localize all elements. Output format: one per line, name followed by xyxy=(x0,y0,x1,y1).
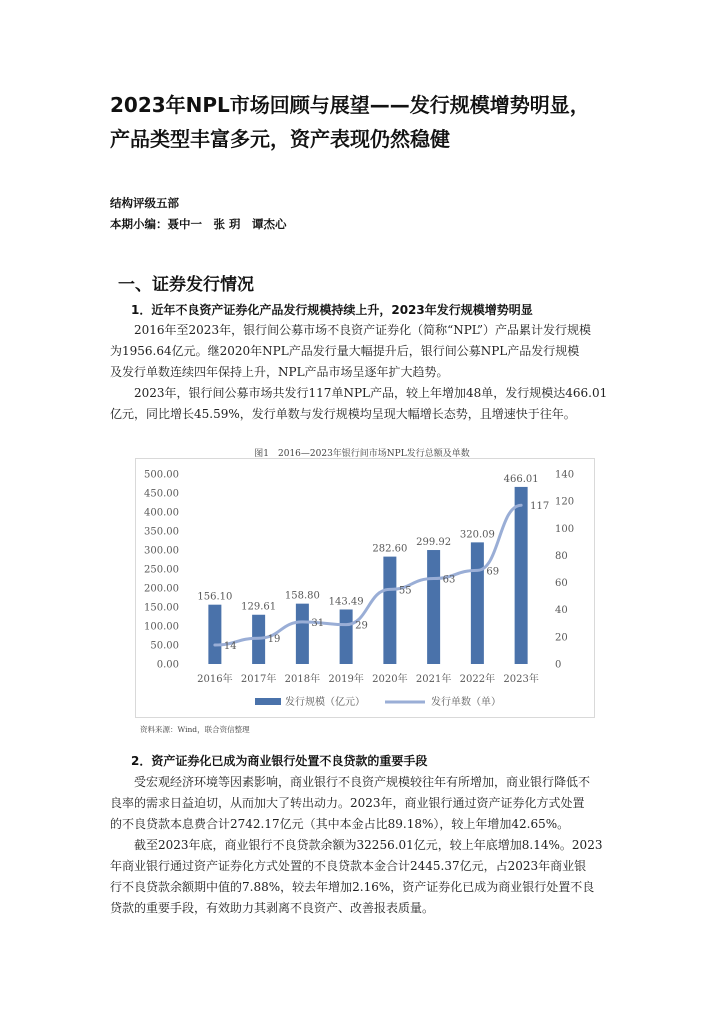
x-tick-label: 2018年 xyxy=(284,674,321,685)
x-tick-label: 2019年 xyxy=(328,674,364,685)
bar-value-label: 282.60 xyxy=(372,543,408,555)
bar-value-label: 158.80 xyxy=(284,590,320,602)
subheading-1: 1．近年不良资产证券化产品发行规模持续上升，2023年发行规模增势明显 xyxy=(131,303,533,317)
bar-value-label: 299.92 xyxy=(416,537,452,549)
bar-issue-amount xyxy=(296,604,309,664)
bar-value-label: 466.01 xyxy=(503,473,539,485)
bar-issue-amount xyxy=(383,557,396,664)
bar-value-label: 156.10 xyxy=(197,591,233,603)
y-right-tick-label: 140 xyxy=(555,469,575,481)
y-left-tick-label: 200.00 xyxy=(144,583,179,595)
legend-label-line: 发行单数（单） xyxy=(431,697,501,708)
y-left-tick-label: 500.00 xyxy=(144,469,179,481)
y-left-tick-label: 300.00 xyxy=(144,545,179,557)
paragraph-line: 2023年，银行间公募市场共发行117单NPL产品，较上年增加48单，发行规模达466.01 xyxy=(134,386,608,400)
y-right-tick-label: 60 xyxy=(555,578,568,590)
title-line-2: 产品类型丰富多元，资产表现仍然稳健 xyxy=(110,127,450,151)
bar-issue-amount xyxy=(515,487,528,664)
x-tick-label: 2023年 xyxy=(503,674,539,685)
bar-issue-amount xyxy=(340,609,353,664)
x-tick-label: 2016年 xyxy=(197,674,233,685)
y-right-tick-label: 120 xyxy=(555,496,575,508)
x-tick-label: 2022年 xyxy=(459,674,496,685)
legend-swatch-bar xyxy=(255,698,281,705)
paragraph-line: 年商业银行通过资产证券化方式处置的不良贷款本金合计2445.37亿元，占2023年商业银 xyxy=(110,859,587,873)
line-value-label: 55 xyxy=(398,585,412,597)
y-right-tick-label: 100 xyxy=(555,523,575,535)
y-left-tick-label: 50.00 xyxy=(150,640,179,652)
paragraph-3 xyxy=(110,772,618,835)
line-value-label: 31 xyxy=(311,617,325,629)
y-right-tick-label: 80 xyxy=(555,550,568,562)
bar-issue-amount xyxy=(208,605,221,664)
y-right-tick-label: 20 xyxy=(555,632,568,644)
chart-caption: 图1 2016—2023年银行间市场NPL发行总额及单数 xyxy=(254,449,470,459)
paragraph-2 xyxy=(110,383,618,425)
y-left-tick-label: 250.00 xyxy=(144,564,179,576)
bar-value-label: 320.09 xyxy=(459,529,495,541)
line-value-label: 29 xyxy=(355,620,368,632)
y-left-tick-label: 100.00 xyxy=(144,621,179,633)
section-heading: 一、证券发行情况 xyxy=(118,275,254,295)
line-value-label: 117 xyxy=(530,501,550,513)
line-value-label: 19 xyxy=(267,634,281,646)
paragraph-line: 2016年至2023年，银行间公募市场不良资产证券化（简称“NPL”）产品累计发行规模 xyxy=(134,323,592,337)
paragraph-line: 行不良贷款余额期中值的7.88%，较去年增加2.16%，资产证券化已成为商业银行处置不良 xyxy=(110,880,595,894)
paragraph-line: 的不良贷款本息费合计2742.17亿元（其中本金占比89.18%），较上年增加42.65%。 xyxy=(110,817,570,831)
report-title xyxy=(110,88,630,156)
y-left-tick-label: 400.00 xyxy=(144,507,179,519)
y-right-tick-label: 40 xyxy=(555,605,568,617)
legend-label-bar: 发行规模（亿元） xyxy=(285,697,365,708)
y-left-tick-label: 450.00 xyxy=(144,488,179,500)
editors-label: 本期小编：聂中一 张 玥 谭杰心 xyxy=(110,217,287,231)
y-left-tick-label: 350.00 xyxy=(144,526,179,538)
x-tick-label: 2021年 xyxy=(415,674,452,685)
subheading-2: 2．资产证券化已成为商业银行处置不良贷款的重要手段 xyxy=(131,754,428,768)
paragraph-line: 为1956.64亿元。继2020年NPL产品发行量大幅提升后，银行间公募NPL产品发行规模 xyxy=(110,344,580,358)
paragraph-1 xyxy=(110,320,618,383)
title-line-1: 2023年NPL市场回顾与展望——发行规模增势明显， xyxy=(110,93,590,117)
paragraph-line: 截至2023年底，商业银行不良贷款余额为32256.01亿元，较上年底增加8.14%。2023 xyxy=(134,838,603,852)
y-left-tick-label: 150.00 xyxy=(144,602,179,614)
paragraph-4 xyxy=(110,835,618,919)
bar-issue-amount xyxy=(427,550,440,664)
line-value-label: 63 xyxy=(442,574,456,586)
paragraph-line: 及发行单数连续四年保持上升，NPL产品市场呈逐年扩大趋势。 xyxy=(110,365,449,379)
npl-issuance-chart xyxy=(135,458,595,718)
line-value-label: 14 xyxy=(223,641,237,652)
paragraph-line: 良率的需求日益迫切，从而加大了转出动力。2023年，商业银行通过资产证券化方式处置 xyxy=(110,796,585,810)
x-tick-label: 2017年 xyxy=(240,674,277,685)
paragraph-line: 亿元，同比增长45.59%，发行单数与发行规模均呈现大幅增长态势，且增速快于往年。 xyxy=(110,407,576,421)
bar-value-label: 129.61 xyxy=(241,601,277,613)
x-tick-label: 2020年 xyxy=(372,674,408,685)
bar-issue-amount xyxy=(471,542,484,664)
chart-source-note: 资料来源：Wind，联合资信整理 xyxy=(140,725,250,734)
line-value-label: 69 xyxy=(486,566,500,578)
paragraph-line: 贷款的重要手段，有效助力其剥离不良资产、改善报表质量。 xyxy=(110,901,435,915)
paragraph-line: 受宏观经济环境等因素影响，商业银行不良资产规模较往年有所增加，商业银行降低不 xyxy=(134,775,591,789)
bar-value-label: 143.49 xyxy=(328,596,364,608)
department-label: 结构评级五部 xyxy=(110,196,179,210)
y-right-tick-label: 0 xyxy=(555,659,562,671)
y-left-tick-label: 0.00 xyxy=(156,659,179,671)
